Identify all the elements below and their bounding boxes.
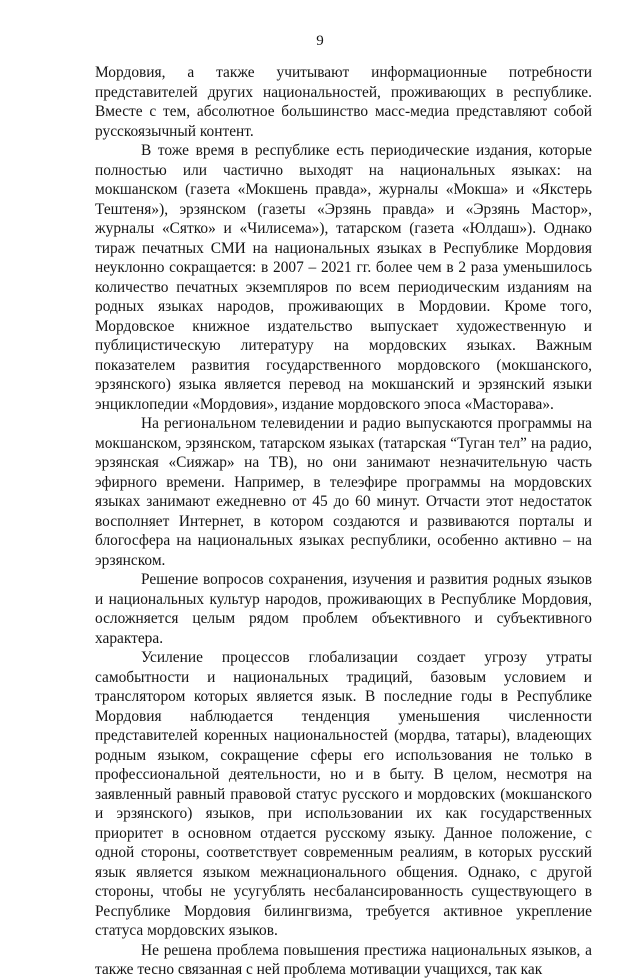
paragraph-6: Не решена проблема повышения престижа национальных языков, а также тесно связанная с ней проблема мотивации учащихся, так как <box>95 941 592 978</box>
paragraph-5: Усиление процессов глобализации создает угрозу утраты самобытности и национальных традиций, базовым условием и транслятором которых является язык. В последние годы в Республике Мордовия наблюдается тенденция уменьшения численности представителей коренных национальностей (мордва, татары), владеющих родным языком, сокращение сферы его использования не только в профессиональной деятельности, но и в быту. В целом, несмотря на заявленный равный правовой статус русского и мордовских (мокшанского и эрзянского) языков, при использовании их как государственных приоритет в основном отдается русскому языку. Данное положение, с одной стороны, соответствует современным реалиям, в которых русский язык является языком межнационального общения. Однако, с другой стороны, чтобы не усугублять несбалансированность существующего в Республике Мордовия билингвизма, требуется активное укрепление статуса мордовских языков. <box>95 649 592 939</box>
page-number: 9 <box>316 33 324 49</box>
paragraph-3: На региональном телевидении и радио выпускаются программы на мокшанском, эрзянском, татарском языках (татарская “Туган тел” на радио, эрзянская «Сияжар» на ТВ), но они занимают незначительную часть эфирного времени. Например, в телеэфире программы на мордовских языках занимают ежедневно от 45 до 60 минут. Отчасти этот недостаток восполняет Интернет, в котором создаются и развиваются порталы и блогосфера на национальных языках республики, особенно активно – на эрзянском. <box>95 415 592 569</box>
paragraph-4: Решение вопросов сохранения, изучения и развития родных языков и национальных культур народов, проживающих в Республике Мордовия, осложняется целым рядом проблем объективного и субъективного характера. <box>95 571 592 647</box>
body-text <box>95 63 592 980</box>
paragraph-2: В тоже время в республике есть периодические издания, которые полностью или частично выходят на национальных языках: на мокшанском (газета «Мокшень правда», журналы «Мокша» и «Якстерь Тештеня»), эрзянском (газеты «Эрзянь правда» и «Эрзянь Мастор», журналы «Сятко» и «Чилисема»), татарском (газета «Юлдаш»). Однако тираж печатных СМИ на национальных языках в Республике Мордовия неуклонно сокращается: в 2007 – 2021 гг. более чем в 2 раза уменьшилось количество печатных экземпляров по всем периодическим изданиям на родных языках народов, проживающих в Мордовии. Кроме того, Мордовское книжное издательство выпускает художественную и публицистическую литературу на мордовских языках. Важным показателем развития государственного мордовского (мокшанского, эрзянского) языка является перевод на мокшанский и эрзянский языки энциклопедии «Мордовия», издание мордовского эпоса «Масторава». <box>95 142 592 413</box>
paragraph-1: Мордовия, а также учитывают информационные потребности представителей других национальностей, проживающих в республике. Вместе с тем, абсолютное большинство масс-медиа представляют собой русскоязычный контент. <box>95 64 592 140</box>
